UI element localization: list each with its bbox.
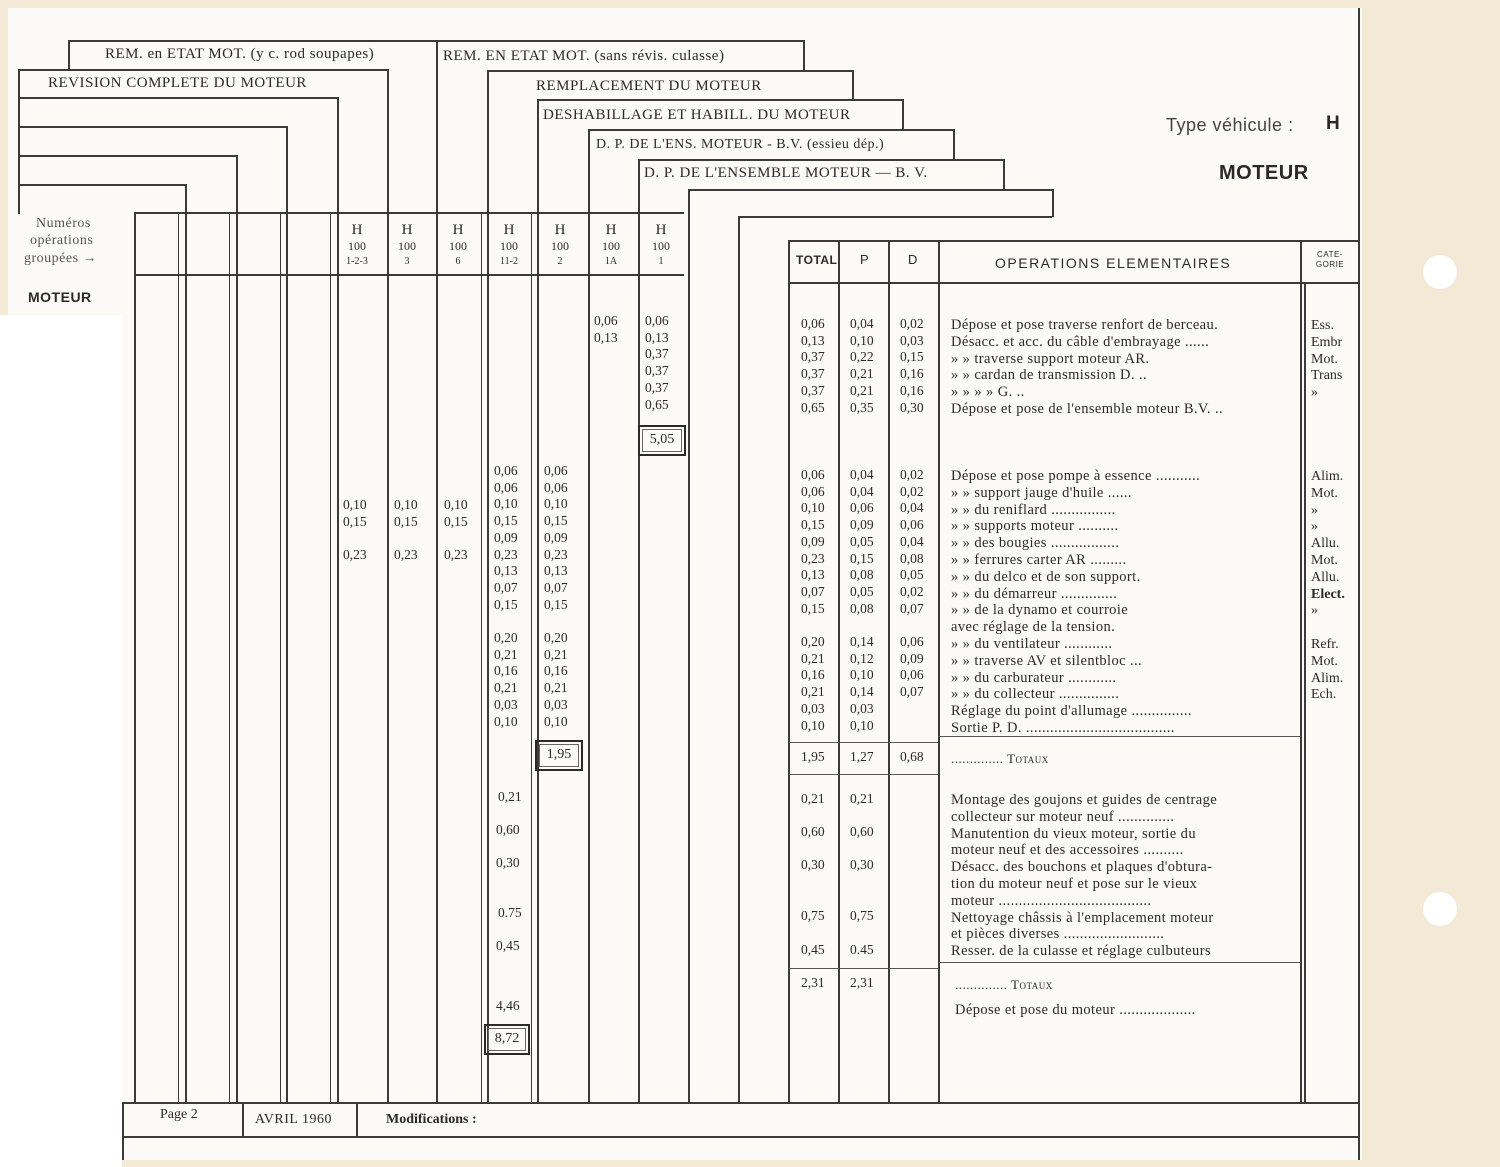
values-col-112-mid: 0,06 0,06 0,10 0,15 0,09 0,23 0,13 0,07 0,15 0,20 0,21 0,16 0,21 0,03 0,10 — [494, 463, 518, 729]
col-header-h100-123: H 100 1-2-3 — [346, 222, 368, 267]
value-col-112-low-4: 0.75 — [498, 905, 522, 920]
right-header-bottom — [788, 282, 1358, 284]
op-row: » » du reniflard ................ — [951, 501, 1116, 518]
tab-label-deshabillage: DESHABILLAGE ET HABILL. DU MOTEUR — [543, 107, 851, 123]
cat-cell: Mot. — [1311, 485, 1338, 501]
tab-label-rem-etat-rod: REM. en ETAT MOT. (y c. rod soupapes) — [105, 46, 375, 62]
column-line — [1300, 240, 1302, 1102]
p-low-5: 0.45 — [850, 942, 874, 957]
totaux-label-1: .............. Totaux — [951, 751, 1049, 766]
tab-line — [537, 99, 903, 101]
column-line — [838, 240, 840, 1102]
totaux-label-2: .............. Totaux — [955, 977, 1053, 992]
tab-line — [68, 40, 436, 42]
column-line — [481, 214, 482, 1102]
values-d-mid: 0,02 0,02 0,04 0,06 0,04 0,08 0,05 0,02 0,07 0,06 0,09 0,06 0,07 — [900, 467, 924, 700]
cat-cell: Allu. — [1311, 536, 1340, 552]
op-row: » » des bougies ................. — [951, 535, 1120, 552]
op-row: » » supports moteur .......... — [951, 518, 1119, 535]
tab-line — [18, 155, 236, 157]
tab-line — [436, 40, 804, 42]
op-row: Dépose et pose pompe à essence ........... — [951, 468, 1201, 484]
values-d-top: 0,02 0,03 0,15 0,16 0,16 0,30 — [900, 316, 924, 415]
tab-label-rem-sans-culasse: REM. EN ETAT MOT. (sans révis. culasse) — [443, 48, 725, 64]
ops-list-mid — [951, 468, 1200, 737]
column-line — [938, 240, 940, 1102]
value-col-112-low-1: 0,21 — [498, 789, 522, 804]
cat-cell: Mot. — [1311, 351, 1338, 367]
tab-line — [588, 129, 954, 131]
op-row: Réglage du point d'allumage ............... — [951, 703, 1192, 720]
vehicle-type-label: Type véhicule : — [1166, 115, 1294, 135]
op-row: » » du ventilateur ............ — [951, 635, 1113, 652]
column-line — [436, 40, 438, 1102]
footer-page: Page 2 — [160, 1107, 198, 1122]
tab-line — [638, 159, 1004, 161]
tab-label-dp-ensemble: D. P. DE L'ENSEMBLE MOTEUR — B. V. — [644, 165, 928, 181]
cat-cell: Refr. — [1311, 636, 1339, 652]
tab-label-revision-complete: REVISION COMPLETE DU MOTEUR — [48, 75, 307, 91]
blank-lower-left — [0, 315, 122, 1167]
p-low-2: 0,60 — [850, 824, 874, 839]
op-row: » » du carburateur ............ — [951, 669, 1117, 686]
op-row: Dépose et pose traverse renfort de berceau. — [951, 317, 1219, 333]
op-row: Sortie P. D. ..................................... — [951, 719, 1175, 736]
values-col-3: 0,10 0,15 0,23 — [394, 497, 418, 563]
section-title: MOTEUR — [1219, 162, 1309, 184]
tab-line — [803, 40, 805, 70]
column-line — [236, 155, 238, 1102]
totals2-total: 2,31 — [801, 975, 825, 990]
op-row: et pièces diverses ......................... — [951, 926, 1165, 943]
op-row: avec réglage de la tension. — [951, 619, 1116, 636]
op-row: Nettoyage châssis à l'emplacement moteur — [951, 909, 1214, 926]
op-row: » » cardan de transmission D. .. — [951, 367, 1148, 384]
col-header-h100-112: H 100 11-2 — [500, 222, 518, 267]
values-total-mid: 0,06 0,06 0,10 0,15 0,09 0,23 0,13 0,07 0,15 0,20 0,21 0,16 0,21 0,03 0,10 — [801, 467, 825, 733]
footer-date: AVRIL 1960 — [255, 1112, 332, 1127]
totals-divider — [788, 968, 938, 969]
tab-line — [18, 69, 20, 214]
values-col-1a-top: 0,06 0,13 — [594, 313, 618, 345]
column-line — [286, 126, 288, 1102]
cat-cell: Ech. — [1311, 687, 1337, 703]
tab-line — [688, 189, 1053, 191]
values-col-2-mid: 0,06 0,06 0,10 0,15 0,09 0,23 0,13 0,07 0,15 0,20 0,21 0,16 0,21 0,03 0,10 — [544, 463, 568, 729]
totals1-total: 1,95 — [801, 749, 825, 764]
op-row: » » du collecteur ............... — [951, 686, 1120, 703]
col-header-h100-3: H 100 3 — [398, 222, 416, 267]
footer-line — [242, 1102, 244, 1136]
values-total-top: 0,06 0,13 0,37 0,37 0,37 0,65 — [801, 316, 825, 415]
header-p: P — [860, 252, 870, 267]
header-categorie: CATE-GORIE — [1315, 250, 1345, 269]
total-box-col-112-value: 8,72 — [494, 1031, 520, 1046]
op-row: » » support jauge d'huile ...... — [951, 484, 1132, 501]
paper-margin-right — [1362, 0, 1500, 1167]
column-line — [330, 214, 331, 1102]
header-total: TOTAL — [796, 253, 838, 267]
values-col-1-top: 0,06 0,13 0,37 0,37 0,37 0,65 — [645, 313, 669, 412]
tab-line — [18, 126, 286, 128]
total-box-col-112 — [484, 1024, 530, 1055]
column-line — [688, 189, 690, 1102]
op-row: » » de la dynamo et courroie — [951, 602, 1129, 619]
footer-line — [122, 1102, 124, 1160]
op-row: tion du moteur neuf et pose sur le vieux — [951, 875, 1198, 892]
cat-list-mid — [1311, 469, 1345, 704]
tab-line — [1003, 159, 1005, 189]
cat-cell: Mot. — [1311, 552, 1338, 568]
value-col-112-low-3: 0,30 — [496, 855, 520, 870]
cat-cell: Trans — [1311, 368, 1343, 384]
header-band-bottom — [134, 274, 684, 276]
cat-cell: Allu. — [1311, 569, 1340, 585]
cat-cell: Alim. — [1311, 469, 1344, 484]
footer-line — [356, 1102, 358, 1136]
row-header-line1: Numéros — [36, 216, 91, 231]
op-row: Désacc. et acc. du câble d'embrayage ...... — [951, 333, 1210, 350]
op-row: » » du delco et de son support. — [951, 568, 1141, 585]
total-low-5: 0,45 — [801, 942, 825, 957]
totals1-p: 1,27 — [850, 749, 874, 764]
paper-edge-left — [0, 0, 8, 315]
footer-modifications: Modifications : — [386, 1112, 477, 1127]
row-header-line2: opérations — [30, 233, 94, 248]
totals-divider — [788, 774, 938, 775]
paper-edge-bottom — [122, 1160, 1362, 1167]
column-line — [531, 214, 532, 1102]
op-row: » » » » G. .. — [951, 384, 1025, 401]
value-col-112-low-2: 0,60 — [496, 822, 520, 837]
cat-cell: Ess. — [1311, 318, 1334, 333]
cat-cell — [1311, 620, 1345, 637]
column-line — [588, 129, 590, 1102]
op-row: moteur ...................................... — [951, 892, 1152, 909]
cat-cell: » — [1311, 385, 1318, 401]
header-d: D — [908, 252, 918, 267]
ops-divider — [938, 736, 1300, 737]
column-line — [638, 159, 640, 1102]
col-header-h100-1a: H 100 1A — [602, 222, 620, 267]
tab-line — [953, 129, 955, 159]
total-low-1: 0,21 — [801, 791, 825, 806]
total-low-2: 0,60 — [801, 824, 825, 839]
column-line — [178, 214, 179, 1102]
op-row: » » ferrures carter AR ......... — [951, 551, 1127, 568]
column-line — [788, 240, 790, 1102]
values-p-mid: 0,04 0,04 0,06 0,09 0,05 0,15 0,08 0,05 0,08 0,14 0,12 0,10 0,14 0,03 0,10 — [850, 467, 874, 733]
op-row: Montage des goujons et guides de centrage — [951, 792, 1218, 808]
totals-divider — [788, 742, 938, 743]
total-low-4: 0,75 — [801, 908, 825, 923]
value-col-112-low-5: 0,45 — [496, 938, 520, 953]
totals2-p: 2,31 — [850, 975, 874, 990]
ops-list-low — [951, 792, 1217, 960]
values-col-123: 0,10 0,15 0,23 — [343, 497, 367, 563]
column-line — [280, 214, 281, 1102]
col-header-h100-1: H 100 1 — [652, 222, 670, 267]
op-row: collecteur sur moteur neuf .............. — [951, 808, 1175, 825]
header-operations: OPERATIONS ELEMENTAIRES — [995, 255, 1232, 271]
footer-top-line — [122, 1102, 1358, 1104]
op-row: moteur neuf et des accessoires .......... — [951, 842, 1184, 859]
tab-line — [1052, 189, 1054, 217]
row-header-line3: groupées → — [24, 251, 98, 266]
value-col-112-446: 4,46 — [496, 998, 520, 1013]
totals1-d: 0,68 — [900, 749, 924, 764]
tab-line — [738, 216, 1052, 218]
column-line — [738, 216, 740, 1102]
punch-hole-bottom — [1423, 892, 1457, 926]
column-line — [888, 240, 890, 1102]
cat-cell: Embr — [1311, 334, 1343, 350]
op-row: Dépose et pose de l'ensemble moteur B.V. .. — [951, 400, 1224, 417]
cat-list-top — [1311, 318, 1342, 402]
col-header-h100-2: H 100 2 — [551, 222, 569, 267]
column-line — [229, 214, 230, 1102]
cat-cell: Elect. — [1311, 586, 1345, 602]
tab-line — [18, 97, 337, 99]
column-line — [185, 184, 187, 1102]
p-low-1: 0,21 — [850, 791, 874, 806]
paper-edge-top — [0, 0, 1362, 8]
cat-cell: » — [1311, 603, 1318, 619]
total-box-col-1-value: 5,05 — [649, 432, 675, 447]
cat-cell: » — [1311, 502, 1318, 518]
cat-cell: Mot. — [1311, 653, 1338, 669]
tab-line — [487, 70, 853, 72]
total-box-col-1 — [638, 425, 686, 456]
total-low-3: 0,30 — [801, 857, 825, 872]
tab-line — [18, 184, 185, 186]
op-row: » » du démarreur .............. — [951, 585, 1118, 602]
right-border-line — [1358, 8, 1360, 1160]
op-row: Resser. de la culasse et réglage culbuteurs — [951, 943, 1211, 960]
right-header-top — [788, 240, 1358, 242]
op-row: » » traverse AV et silentbloc ... — [951, 652, 1143, 669]
tab-label-remplacement: REMPLACEMENT DU MOTEUR — [536, 78, 762, 94]
vehicle-type-value: H — [1326, 113, 1341, 134]
total-box-col-2 — [535, 740, 583, 771]
footer-bottom-line — [122, 1136, 1358, 1138]
column-line — [134, 212, 136, 1102]
tab-line — [852, 70, 854, 100]
header-band-top — [134, 212, 684, 214]
op-row: Manutention du vieux moteur, sortie du — [951, 825, 1196, 842]
p-low-4: 0,75 — [850, 908, 874, 923]
op-row: Désacc. des bouchons et plaques d'obtura- — [951, 859, 1213, 876]
col-header-h100-6: H 100 6 — [449, 222, 467, 267]
values-p-top: 0,04 0,10 0,22 0,21 0,21 0,35 — [850, 316, 874, 415]
ops-list-top — [951, 317, 1223, 418]
tab-line — [18, 69, 387, 71]
column-line — [1304, 282, 1306, 1102]
tab-label-dp-essieu: D. P. DE L'ENS. MOTEUR - B.V. (essieu dép.) — [596, 137, 885, 152]
paper-lower — [122, 315, 1362, 1160]
p-low-3: 0,30 — [850, 857, 874, 872]
cat-cell: » — [1311, 519, 1318, 535]
ops-divider — [938, 962, 1300, 963]
tab-line — [68, 40, 70, 70]
row-section-moteur: MOTEUR — [28, 289, 92, 305]
op-row: » » traverse support moteur AR. — [951, 350, 1150, 367]
total-box-col-2-value: 1,95 — [546, 747, 572, 762]
tab-line — [902, 99, 904, 129]
op-depose-moteur: Dépose et pose du moteur ................... — [955, 1002, 1196, 1018]
cat-cell: Alim. — [1311, 670, 1344, 686]
values-col-6: 0,10 0,15 0,23 — [444, 497, 468, 563]
punch-hole-top — [1423, 255, 1457, 289]
